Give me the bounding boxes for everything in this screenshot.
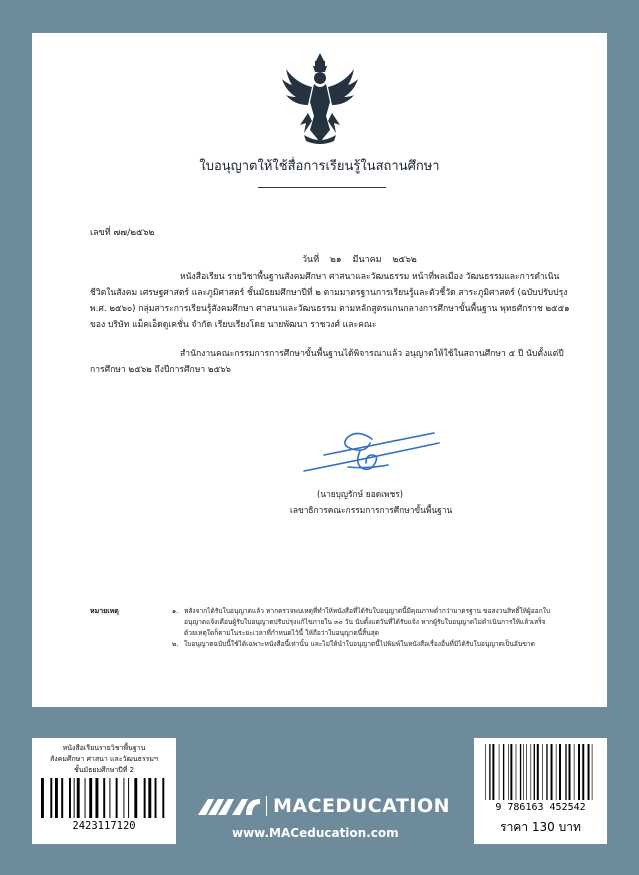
barcode-bar (578, 744, 580, 800)
license-date: วันที่ ๒๑ มีนาคม ๒๕๖๒ (302, 255, 417, 265)
barcode-bar (128, 778, 129, 818)
brand-block (198, 794, 450, 818)
barcode-bar (77, 778, 80, 818)
book-info-line: หนังสือเรียนรายวิชาพื้นฐาน (62, 744, 146, 752)
barcode-bar (123, 778, 124, 818)
barcode-bar (542, 744, 543, 800)
license-paragraph-1: หนังสือเรียน รายวิชาพื้นฐานสังคมศึกษา ศาสนาและวัฒนธรรม หน้าที่พลเมือง วัฒนธรรมและการดำเนินชีวิตในสังคม เศรษฐศาสตร์ และภูมิศาสตร์ ชั้นมัธยมศึกษาปีที่ ๒ ตามมาตรฐานการเรียนรู้และตัวชี้วัด สาระภูมิศาสตร์ (ฉบับปรับปรุง พ.ศ. ๒๕๖๐) กลุ่มสาระการเรียนรู้สังคมศึกษา ศาสนาและวัฒนธรรม ตามหลักสูตรแกนกลางการศึกษาขั้นพื้นฐาน พุทธศักราช ๒๕๕๑ ของ บริษัท แม็คเอ็ดดูเคชั่น จำกัด เรียบเรียงโดย นายพัฒนา ราชวงศ์ และคณะ (90, 272, 570, 330)
book-info-line: สังคมศึกษา ศาสนา และวัฒนธรรมฯ (50, 755, 158, 763)
brand-name: MACEDUCATION (273, 795, 450, 817)
barcode-bar (582, 744, 584, 800)
barcode-bar (551, 744, 553, 800)
letter-title: ใบอนุญาตให้ใช้สื่อการเรียนรู้ในสถานศึกษา (199, 159, 440, 174)
signature-icon (294, 415, 444, 483)
barcode-bar (116, 778, 118, 818)
book-info-text (32, 738, 176, 776)
title-divider (258, 187, 386, 188)
barcode-bar (162, 778, 164, 818)
barcode-bar (103, 778, 105, 818)
note-number: ๒. (172, 640, 179, 648)
barcode-bar (50, 778, 52, 818)
barcode-bar (516, 744, 517, 800)
isbn-number: 9 786163 452542 (495, 802, 586, 813)
barcode-bar (546, 744, 547, 800)
barcode-bar (510, 744, 512, 800)
brand-separator (266, 796, 267, 816)
price-label: ราคา 130 บาท (500, 820, 581, 834)
note-text: หลังจากได้รับใบอนุญาตแล้ว หากตรวจพบเหตุที่ทำให้หนังสือที่ได้รับใบอนุญาตนี้มีคุณภาพต่ำกว่ามาตรฐาน ขอสงวนสิทธิ์ให้ผู้ออกใบอนุญาตแจ้งเตือนผู้รับใบอนุญาตปรับปรุงแก้ไขภายใน ๓๐ วัน นับตั้งแต่วันที่ได้รับแจ้ง หากผู้รับใบอนุญาตไม่ดำเนินการให้แล้วเสร็จด้วยเหตุใดก็ตามในระยะเวลาที่กำหนดไว้นี้ ให้ถือว่าใบอนุญาตนี้สิ้นสุด (184, 607, 551, 637)
signer-title: เลขาธิการคณะกรรมการการศึกษาขั้นพื้นฐาน (290, 505, 453, 515)
barcode-bar (559, 744, 561, 800)
barcode-bar (534, 744, 535, 800)
note-item (172, 639, 552, 650)
barcode-small-number: 2423117120 (72, 820, 136, 832)
barcode-bar (592, 744, 593, 800)
brand-url: www.MACeducation.com (232, 826, 399, 840)
signer-name: (นายบุญรักษ์ ยอดเพชร) (317, 489, 404, 499)
barcode-bar (569, 744, 571, 800)
isbn-barcode-icon (484, 744, 597, 800)
barcode-bar (55, 778, 58, 818)
barcode-bar (530, 744, 531, 800)
barcode-bar (556, 744, 557, 800)
barcode-bar (508, 744, 509, 800)
barcode-bar (520, 744, 521, 800)
barcode-bar (74, 778, 75, 818)
barcode-bar (109, 778, 110, 818)
note-item (172, 606, 552, 639)
barcode-bar (61, 778, 63, 818)
barcode-bar (41, 778, 44, 818)
barcode-small-icon (40, 778, 168, 818)
license-number: เลขที่ ๗๗/๒๕๖๒ (90, 228, 155, 238)
barcode-bar (148, 778, 151, 818)
isbn-box (474, 738, 607, 844)
barcode-bar (526, 744, 527, 800)
barcode-bar (89, 778, 92, 818)
notes-label: หมายเหตุ (90, 607, 119, 615)
barcode-bar (485, 744, 486, 800)
garuda-emblem-icon (280, 51, 360, 145)
barcode-bar (134, 778, 137, 818)
license-paragraph-2: สำนักงานคณะกรรมการการศึกษาขั้นพื้นฐานได้พิจารณาแล้ว อนุญาตให้ใช้ในสถานศึกษา ๕ ปี นับตั้งแต่ปีการศึกษา ๒๕๖๒ ถึงปีการศึกษา ๒๕๖๖ (90, 349, 564, 375)
barcode-bar (492, 744, 494, 800)
barcode-bar (499, 744, 500, 800)
barcode-bar (537, 744, 539, 800)
barcode-bar (523, 744, 524, 800)
barcode-bar (574, 744, 575, 800)
barcode-bar (565, 744, 566, 800)
barcode-bar (588, 744, 590, 800)
barcode-bar (144, 778, 146, 818)
note-text: ใบอนุญาตฉบับนี้ใช้ได้เฉพาะหนังสือนี้เท่านั้น และไม่ให้นำใบอนุญาตนี้ไปพิมพ์ในหนังสือเรื่องอื่นที่มิได้รับใบอนุญาตเป็นอันขาด (184, 640, 535, 648)
barcode-bar (503, 744, 504, 800)
barcode-bar (85, 778, 86, 818)
mac-logo-icon (198, 795, 260, 817)
barcode-bar (95, 778, 98, 818)
license-letter (32, 33, 607, 707)
notes-list (172, 606, 552, 650)
barcode-bar (155, 778, 157, 818)
barcode-bar (489, 744, 490, 800)
book-info-line: ชั้นมัธยมศึกษาปีที่ 2 (73, 766, 135, 774)
note-number: ๑. (172, 607, 179, 615)
barcode-bar (69, 778, 71, 818)
book-info-box (32, 738, 176, 844)
